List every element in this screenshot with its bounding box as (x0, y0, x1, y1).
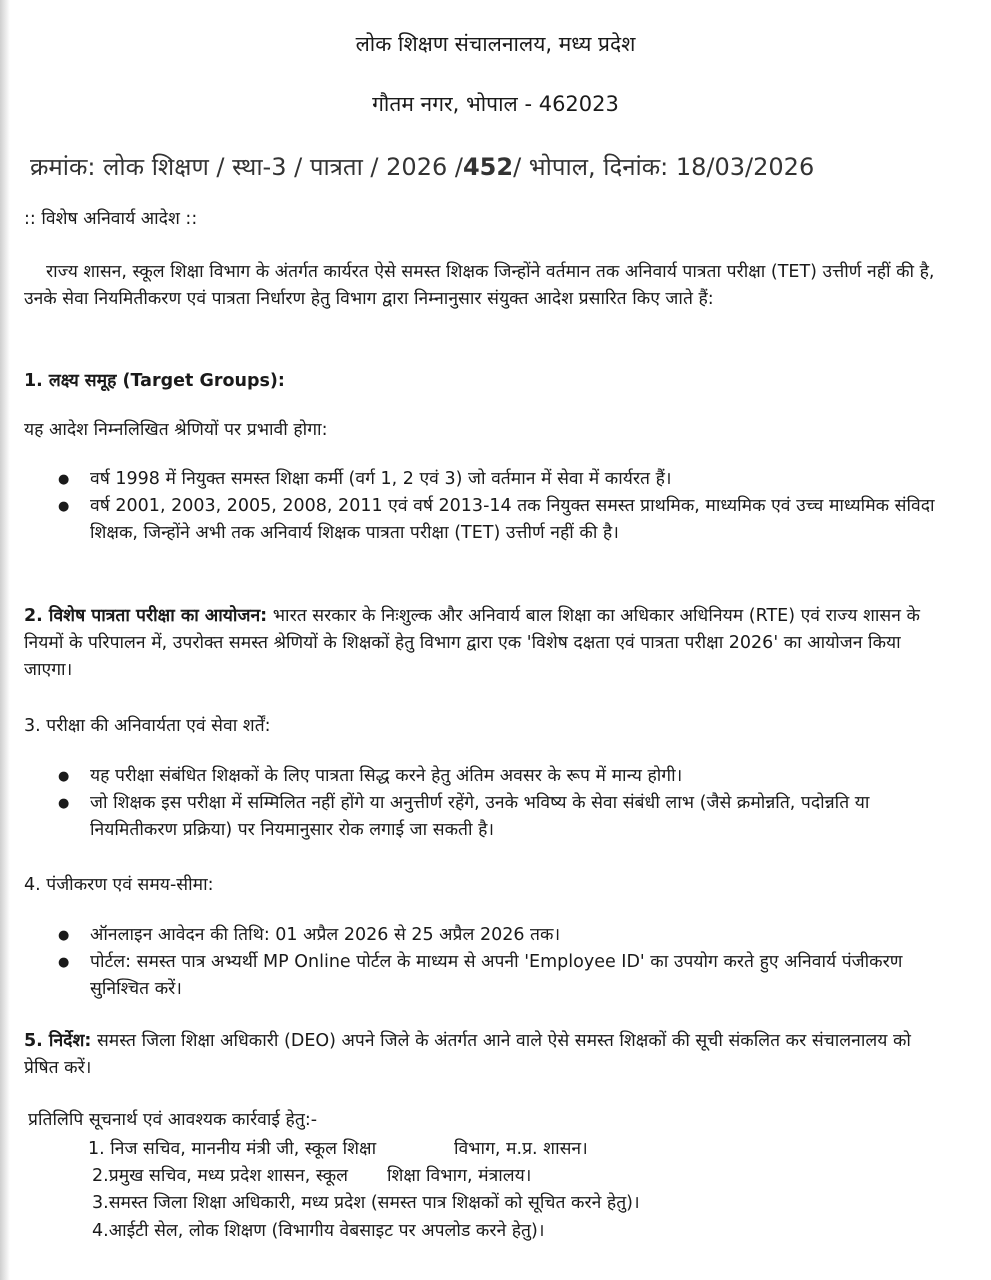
section2-title: 2. विशेष पात्रता परीक्षा का आयोजन: (24, 606, 268, 626)
reference-number: 452 (462, 153, 514, 181)
section2-text: भारत सरकार के निःशुल्क और अनिवार्य बाल शिक्षा का अधिकार अधिनियम (RTE) एवं राज्य शासन के नियमों के परिपालन में, उपरोक्त समस्त श्रेणियों के शिक्षकों हेतु विभाग द्वारा एक 'विशेष दक्षता एवं पात्रता परीक्षा 2026' का आयोजन किया जाएगा। (24, 606, 920, 680)
section5-title: 5. निर्देश: (24, 1031, 92, 1051)
list-item: ● वर्ष 2001, 2003, 2005, 2008, 2011 एवं वर्ष 2013-14 तक नियुक्त समस्त प्राथमिक, माध्यमिक एवं उच्च माध्यमिक संविदा शिक्षक, जिन्होंने अभी तक अनिवार्य शिक्षक पात्रता परीक्षा (TET) उत्तीर्ण नहीं की है। (58, 493, 938, 547)
copy-item: 3.समस्त जिला शिक्षा अधिकारी, मध्य प्रदेश (समस्त पात्र शिक्षकों को सूचित करने हेतु)। (92, 1193, 640, 1213)
section4-title: 4. पंजीकरण एवं समय-सीमा: (24, 875, 214, 895)
page-edge-shadow (0, 0, 10, 1280)
section1-lead: यह आदेश निम्नलिखित श्रेणियों पर प्रभावी होगा: (24, 420, 328, 440)
list-item: ● ऑनलाइन आवेदन की तिथि: 01 अप्रैल 2026 से 25 अप्रैल 2026 तक। (58, 922, 938, 949)
section3-title: 3. परीक्षा की अनिवार्यता एवं सेवा शर्तें: (24, 716, 271, 736)
reference-line (30, 150, 814, 183)
section5-text: समस्त जिला शिक्षा अधिकारी (DEO) अपने जिले के अंतर्गत आने वाले ऐसे समस्त शिक्षकों की सूची संकलित कर संचालनालय को प्रेषित करें। (24, 1031, 911, 1078)
office-title: लोक शिक्षण संचालनालय, मध्य प्रदेश (355, 32, 636, 56)
section2-paragraph (24, 603, 944, 684)
intro-paragraph: राज्य शासन, स्कूल शिक्षा विभाग के अंतर्गत कार्यरत ऐसे समस्त शिक्षक जिन्होंने वर्तमान तक अनिवार्य पात्रता परीक्षा (TET) उत्तीर्ण नहीं की है, उनके सेवा नियमितीकरण एवं पात्रता निर्धारण हेतु विभाग द्वारा निम्नानुसार संयुक्त आदेश प्रसारित किए जाते हैं: (24, 262, 935, 309)
reference-suffix: / भोपाल, दिनांक: 18/03/2026 (513, 153, 815, 181)
list-item: ● पोर्टल: समस्त पात्र अभ्यर्थी MP Online पोर्टल के माध्यम से अपनी 'Employee ID' का उपयोग करते हुए अनिवार्य पंजीकरण सुनिश्चित करें। (58, 949, 938, 1003)
section4-list (58, 922, 938, 1003)
list-item: ● वर्ष 1998 में नियुक्त समस्त शिक्षा कर्मी (वर्ग 1, 2 एवं 3) जो वर्तमान में सेवा में कार्यरत हैं। (58, 466, 938, 493)
copies-title: प्रतिलिपि सूचनार्थ एवं आवश्यक कार्रवाई हेतु:- (28, 1110, 318, 1130)
office-address: गौतम नगर, भोपाल - 462023 (372, 92, 619, 116)
list-item: ● जो शिक्षक इस परीक्षा में सम्मिलित नहीं होंगे या अनुत्तीर्ण रहेंगे, उनके भविष्य के सेवा संबंधी लाभ (जैसे क्रमोन्नति, पदोन्नति या नियमितीकरण प्रक्रिया) पर नियमानुसार रोक लगाई जा सकती है। (58, 790, 938, 844)
copy-item: 2.प्रमुख सचिव, मध्य प्रदेश शासन, स्कूल शिक्षा विभाग, मंत्रालय। (92, 1166, 532, 1186)
order-title: :: विशेष अनिवार्य आदेश :: (24, 209, 198, 229)
copy-item: 4.आईटी सेल, लोक शिक्षण (विभागीय वेबसाइट पर अपलोड करने हेतु)। (92, 1221, 545, 1241)
section1-list (58, 466, 938, 547)
copy-item: 1. निज सचिव, माननीय मंत्री जी, स्कूल शिक्षा विभाग, म.प्र. शासन। (88, 1139, 588, 1159)
reference-prefix: क्रमांक: लोक शिक्षण / स्था-3 / पात्रता / 2026 / (30, 153, 463, 181)
section3-list (58, 763, 938, 844)
list-item: ● यह परीक्षा संबंधित शिक्षकों के लिए पात्रता सिद्ध करने हेतु अंतिम अवसर के रूप में मान्य होगी। (58, 763, 938, 790)
section1-title: 1. लक्ष्य समूह (Target Groups): (24, 371, 285, 391)
section5-paragraph (24, 1028, 944, 1082)
